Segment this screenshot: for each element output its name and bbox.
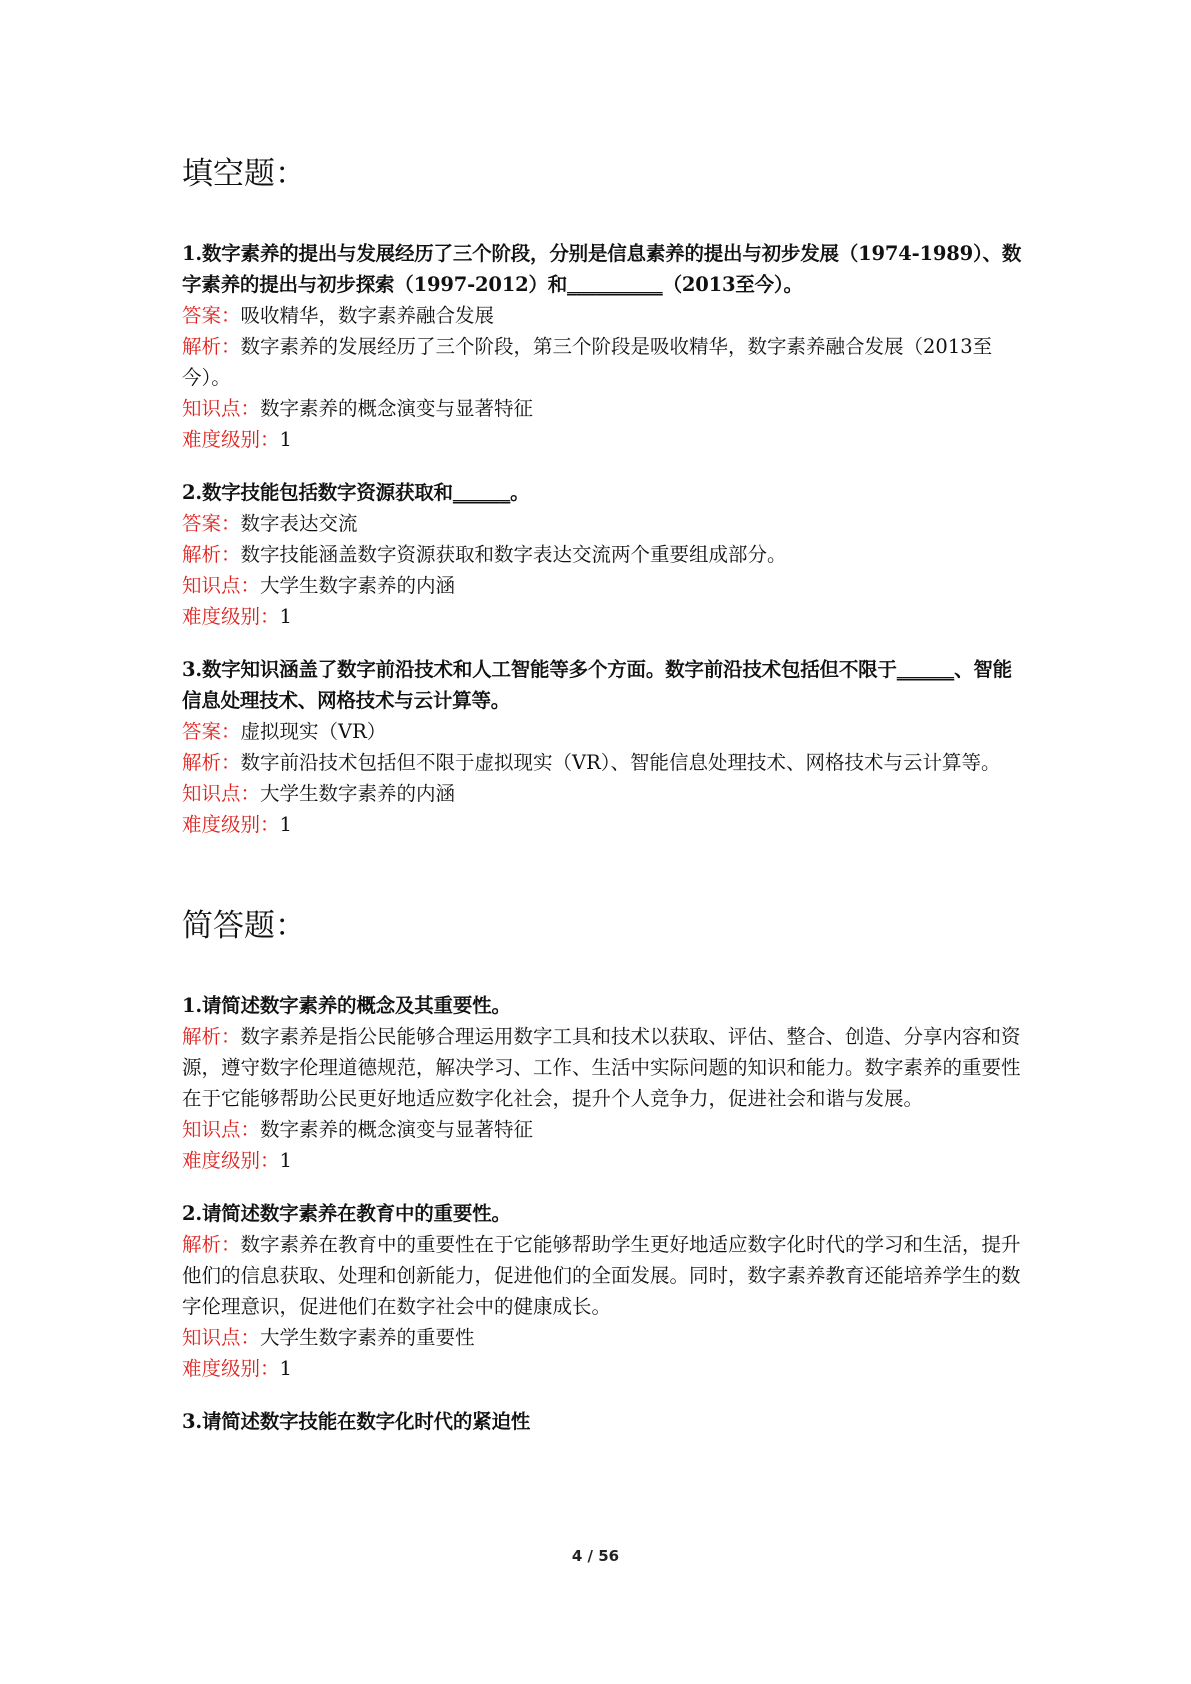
question-text: 2.数字技能包括数字资源获取和______。 [182,481,530,504]
knowledge-row [182,570,1028,601]
question-text: 1.请简述数字素养的概念及其重要性。 [182,994,511,1017]
analysis-row [182,1021,1028,1114]
answer-text: 数字表达交流 [240,512,358,535]
level-row [182,809,1028,840]
knowledge-row [182,393,1028,424]
analysis-label: 解析： [182,543,241,566]
answer-label: 答案： [182,512,241,535]
analysis-row [182,747,1028,778]
answer-blank: __________ [567,273,663,296]
analysis-label: 解析： [182,751,241,774]
knowledge-row [182,1322,1028,1353]
fill-question-1 [182,238,1028,455]
level-label: 难度级别： [182,605,280,628]
analysis-text: 数字前沿技术包括但不限于虚拟现实（VR）、智能信息处理技术、网格技术与云计算等。 [240,751,1001,774]
analysis-row [182,539,1028,570]
knowledge-label: 知识点： [182,574,261,597]
answer-label: 答案： [182,304,241,327]
analysis-label: 解析： [182,1025,241,1048]
level-value: 1 [279,813,292,836]
level-label: 难度级别： [182,1357,280,1380]
level-label: 难度级别： [182,813,280,836]
analysis-text: 数字素养在教育中的重要性在于它能够帮助学生更好地适应数字化时代的学习和生活，提升他们的信息获取、处理和创新能力，促进他们的全面发展。同时，数字素养教育还能培养学生的数字伦理意识，促进他们在数字社会中的健康成长。 [182,1233,1021,1318]
question-text: 3.数字知识涵盖了数字前沿技术和人工智能等多个方面。数字前沿技术包括但不限于______、智能信息处理技术、网格技术与云计算等。 [182,658,1012,712]
analysis-text: 数字技能涵盖数字资源获取和数字表达交流两个重要组成部分。 [240,543,787,566]
knowledge-label: 知识点： [182,1326,261,1349]
answer-row [182,716,1028,747]
answer-row [182,508,1028,539]
answer-row [182,300,1028,331]
question-text: 2.请简述数字素养在教育中的重要性。 [182,1202,511,1225]
level-value: 1 [279,1149,292,1172]
level-value: 1 [279,1357,292,1380]
answer-blank: ______ [452,481,511,504]
knowledge-label: 知识点： [182,397,261,420]
fill-question-2 [182,477,1028,632]
level-row [182,1145,1028,1176]
answer-label: 答案： [182,720,241,743]
analysis-label: 解析： [182,335,241,358]
level-label: 难度级别： [182,1149,280,1172]
level-row [182,601,1028,632]
analysis-text: 数字素养的发展经历了三个阶段，第三个阶段是吸收精华，数字素养融合发展（2013至今）。 [182,335,993,389]
analysis-row [182,331,1028,393]
level-row [182,1353,1028,1384]
document-page [182,150,1028,1437]
fill-section-title: 填空题： [182,156,306,192]
knowledge-label: 知识点： [182,782,261,805]
knowledge-text: 大学生数字素养的内涵 [260,782,456,805]
short-answer-section-title: 简答题： [182,908,306,944]
answer-text: 吸收精华，数字素养融合发展 [240,304,495,327]
knowledge-text: 数字素养的概念演变与显著特征 [260,1118,534,1141]
level-value: 1 [279,428,292,451]
question-text: 3.请简述数字技能在数字化时代的紧迫性 [182,1410,531,1433]
question-text: 1.数字素养的提出与发展经历了三个阶段，分别是信息素养的提出与初步发展（1974-1989）、数字素养的提出与初步探索（1997-2012）和__________（2013至今）。 [182,242,1022,296]
knowledge-row [182,778,1028,809]
knowledge-text: 数字素养的概念演变与显著特征 [260,397,534,420]
knowledge-text: 大学生数字素养的重要性 [260,1326,475,1349]
short-question-1 [182,990,1028,1176]
analysis-text: 数字素养是指公民能够合理运用数字工具和技术以获取、评估、整合、创造、分享内容和资源，遵守数字伦理道德规范，解决学习、工作、生活中实际问题的知识和能力。数字素养的重要性在于它能够帮助公民更好地适应数字化社会，提升个人竞争力，促进社会和谐与发展。 [182,1025,1021,1110]
short-question-2 [182,1198,1028,1384]
level-value: 1 [279,605,292,628]
short-question-3 [182,1406,1028,1437]
level-label: 难度级别： [182,428,280,451]
answer-blank: ______ [896,658,955,681]
fill-question-3 [182,654,1028,840]
knowledge-row [182,1114,1028,1145]
knowledge-label: 知识点： [182,1118,261,1141]
level-row [182,424,1028,455]
knowledge-text: 大学生数字素养的内涵 [260,574,456,597]
page-number: 4 / 56 [571,1547,620,1565]
answer-text: 虚拟现实（VR） [240,720,387,743]
analysis-row [182,1229,1028,1322]
analysis-label: 解析： [182,1233,241,1256]
